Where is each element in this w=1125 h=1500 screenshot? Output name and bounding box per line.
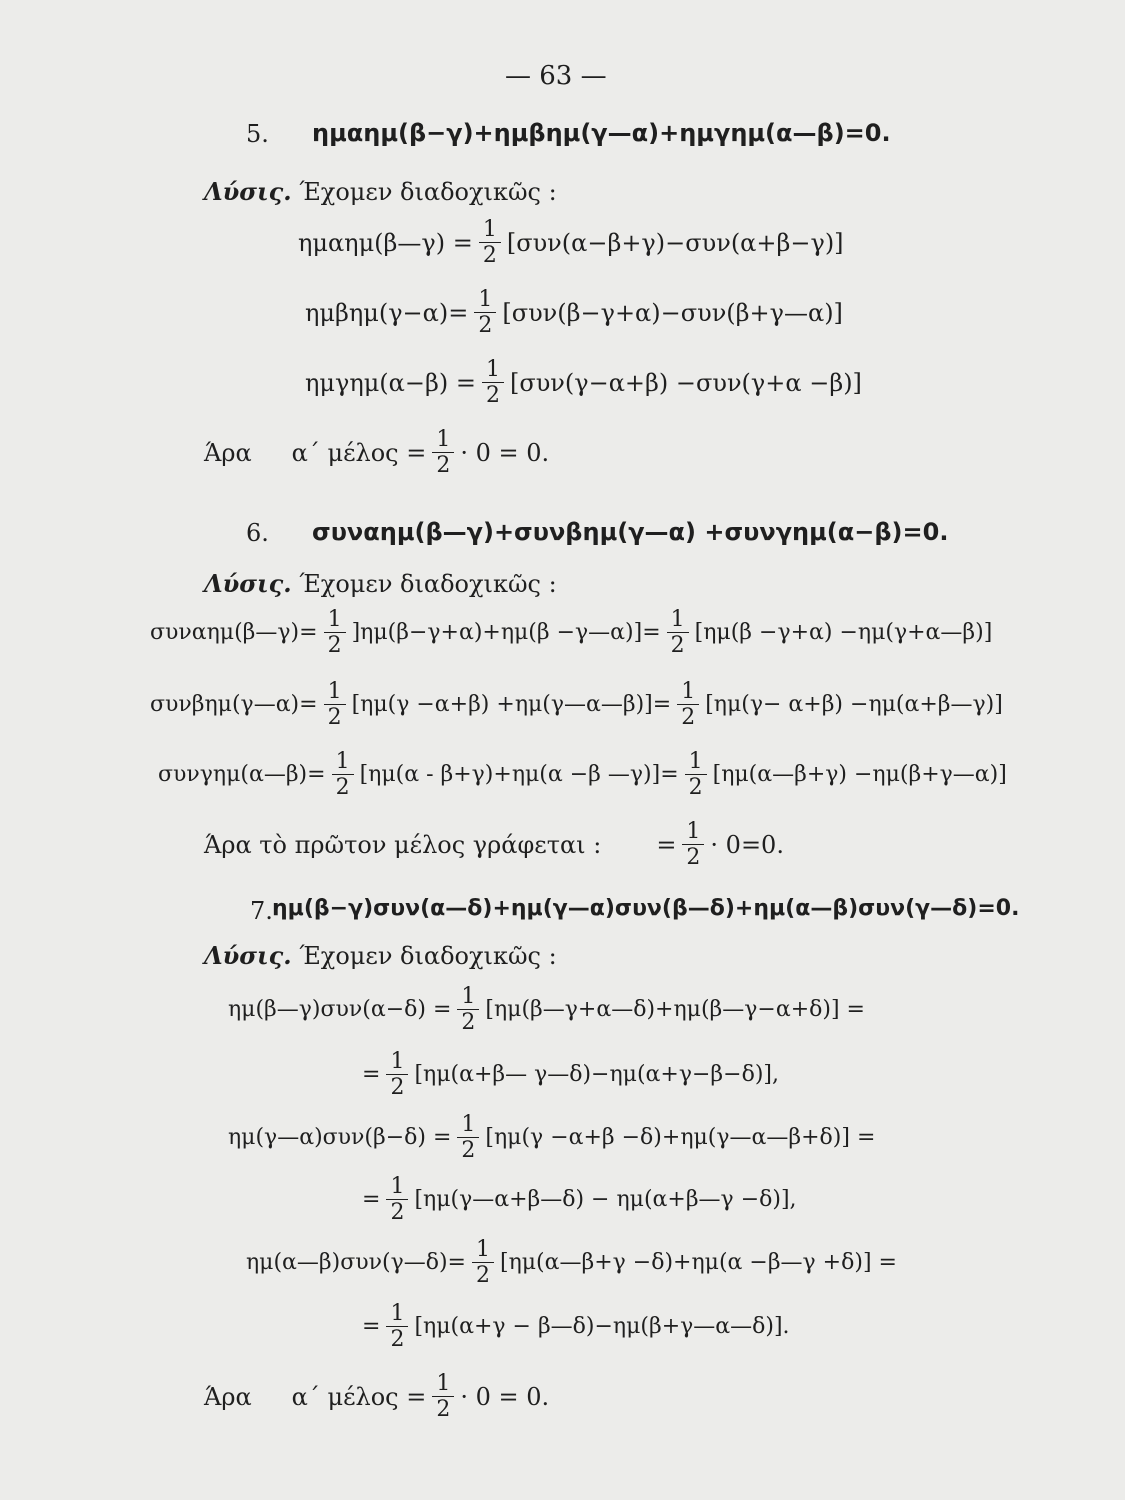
s7-conclusion bbox=[204, 1372, 549, 1421]
conclusion-lhs: α΄ μέλος = bbox=[291, 1382, 427, 1411]
eq-lhs: συνγημ(α—β)= bbox=[158, 761, 326, 787]
solution-intro: Έχομεν διαδοχικῶς : bbox=[299, 570, 557, 598]
fraction-half: $\frac{1}{2}$ bbox=[324, 608, 346, 657]
eq-rhs: [ημ(γ− α+β) −ημ(α+β—γ)] bbox=[705, 691, 1003, 717]
fraction-half: $\frac{1}{2}$ bbox=[457, 985, 479, 1034]
eq-lhs: ημ(α—β)συν(γ—δ)= bbox=[246, 1249, 466, 1275]
solution-intro: Έχομεν διαδοχικῶς : bbox=[299, 178, 557, 206]
section-5-number: 5. bbox=[246, 120, 269, 148]
eq-rhs: [ημ(α+β— γ—δ)−ημ(α+γ−β−δ)], bbox=[414, 1061, 779, 1087]
s7-eq-6 bbox=[362, 1302, 790, 1351]
s7-eq-1 bbox=[228, 985, 865, 1034]
eq-mid: ]ημ(β−γ+α)+ημ(β −γ—α)]= bbox=[351, 619, 661, 645]
solution-label: Λύσις. bbox=[204, 177, 292, 206]
eq-rhs: [ημ(β −γ+α) −ημ(γ+α—β)] bbox=[694, 619, 993, 645]
s5-conclusion bbox=[204, 428, 549, 477]
eq-rhs: [συν(β−γ+α)−συν(β+γ—α)] bbox=[502, 298, 843, 327]
conclusion-rhs: · 0 = 0. bbox=[460, 1382, 550, 1411]
section-7-solution bbox=[204, 941, 557, 970]
section-5-solution bbox=[204, 177, 557, 206]
section-6-solution bbox=[204, 569, 557, 598]
conclusion-lhs: α΄ μέλος = bbox=[291, 438, 427, 467]
s7-eq-4 bbox=[362, 1175, 797, 1224]
conclusion-rhs: · 0 = 0. bbox=[460, 438, 550, 467]
s6-eq-1 bbox=[150, 608, 992, 657]
s7-eq-3 bbox=[228, 1113, 875, 1162]
eq-lhs: συνβημ(γ—α)= bbox=[150, 691, 318, 717]
fraction-half: $\frac{1}{2}$ bbox=[472, 1238, 494, 1287]
eq-lhs: = bbox=[362, 1313, 381, 1339]
solution-label: Λύσις. bbox=[204, 569, 292, 598]
fraction-half: $\frac{1}{2}$ bbox=[386, 1050, 408, 1099]
section-5-statement: ημαημ(β−γ)+ημβημ(γ—α)+ημγημ(α—β)=0. bbox=[312, 119, 891, 147]
eq-mid: [ημ(γ −α+β) +ημ(γ—α—β)]= bbox=[351, 691, 672, 717]
conclusion-label: Άρα bbox=[204, 1382, 252, 1411]
fraction-half: $\frac{1}{2}$ bbox=[324, 680, 346, 729]
s7-eq-2 bbox=[362, 1050, 779, 1099]
fraction-half: $\frac{1}{2}$ bbox=[482, 358, 504, 407]
fraction-half: $\frac{1}{2}$ bbox=[685, 750, 707, 799]
eq-mid: [ημ(α - β+γ)+ημ(α −β —γ)]= bbox=[359, 761, 679, 787]
conclusion-lhs: = bbox=[656, 830, 677, 859]
eq-rhs: [ημ(α—β+γ) −ημ(β+γ—α)] bbox=[712, 761, 1007, 787]
eq-rhs: [ημ(γ—α+β—δ) − ημ(α+β—γ −δ)], bbox=[414, 1186, 797, 1212]
fraction-half: $\frac{1}{2}$ bbox=[682, 820, 704, 869]
s6-conclusion bbox=[204, 820, 784, 869]
s6-eq-2 bbox=[150, 680, 1003, 729]
solution-intro: Έχομεν διαδοχικῶς : bbox=[299, 942, 557, 970]
section-6-number: 6. bbox=[246, 519, 269, 547]
fraction-half: $\frac{1}{2}$ bbox=[332, 750, 354, 799]
solution-label: Λύσις. bbox=[204, 941, 292, 970]
s6-eq-3 bbox=[158, 750, 1007, 799]
eq-lhs: = bbox=[362, 1061, 381, 1087]
eq-rhs: [ημ(γ −α+β −δ)+ημ(γ—α—β+δ)] = bbox=[485, 1124, 876, 1150]
eq-lhs: ημ(γ—α)συν(β−δ) = bbox=[228, 1124, 452, 1150]
fraction-half: $\frac{1}{2}$ bbox=[667, 608, 689, 657]
fraction-half: $\frac{1}{2}$ bbox=[677, 680, 699, 729]
conclusion-label: Άρα bbox=[204, 438, 252, 467]
page-number: — 63 — bbox=[505, 61, 607, 91]
fraction-half: $\frac{1}{2}$ bbox=[432, 1372, 454, 1421]
section-6-statement: συναημ(β—γ)+συνβημ(γ—α) +συνγημ(α−β)=0. bbox=[312, 518, 949, 546]
s7-eq-5 bbox=[246, 1238, 897, 1287]
eq-lhs: ημαημ(β—γ) = bbox=[298, 228, 473, 257]
section-7-number: 7. bbox=[250, 897, 273, 925]
fraction-half: $\frac{1}{2}$ bbox=[479, 218, 501, 267]
fraction-half: $\frac{1}{2}$ bbox=[386, 1302, 408, 1351]
fraction-half: $\frac{1}{2}$ bbox=[386, 1175, 408, 1224]
eq-lhs: = bbox=[362, 1186, 381, 1212]
eq-rhs: [ημ(α+γ − β—δ)−ημ(β+γ—α—δ)]. bbox=[414, 1313, 790, 1339]
fraction-half: $\frac{1}{2}$ bbox=[474, 288, 496, 337]
eq-lhs: συναημ(β—γ)= bbox=[150, 619, 318, 645]
eq-rhs: [ημ(α—β+γ −δ)+ημ(α −β—γ +δ)] = bbox=[499, 1249, 897, 1275]
conclusion-text: Άρα τὸ πρῶτον μέλος γράφεται : bbox=[204, 830, 602, 859]
fraction-half: $\frac{1}{2}$ bbox=[432, 428, 454, 477]
eq-lhs: ημ(β—γ)συν(α−δ) = bbox=[228, 996, 452, 1022]
eq-rhs: [συν(α−β+γ)−συν(α+β−γ)] bbox=[506, 228, 844, 257]
eq-lhs: ημγημ(α−β) = bbox=[305, 368, 476, 397]
s5-eq-2 bbox=[305, 288, 843, 337]
conclusion-rhs: · 0=0. bbox=[710, 830, 784, 859]
s5-eq-1 bbox=[298, 218, 844, 267]
s5-eq-3 bbox=[305, 358, 862, 407]
section-7-statement: ημ(β−γ)συν(α—δ)+ημ(γ—α)συν(β—δ)+ημ(α—β)συν(γ—δ)=0. bbox=[272, 896, 1020, 921]
fraction-half: $\frac{1}{2}$ bbox=[457, 1113, 479, 1162]
eq-rhs: [συν(γ−α+β) −συν(γ+α −β)] bbox=[509, 368, 862, 397]
eq-lhs: ημβημ(γ−α)= bbox=[305, 298, 469, 327]
eq-rhs: [ημ(β—γ+α—δ)+ημ(β—γ−α+δ)] = bbox=[485, 996, 865, 1022]
